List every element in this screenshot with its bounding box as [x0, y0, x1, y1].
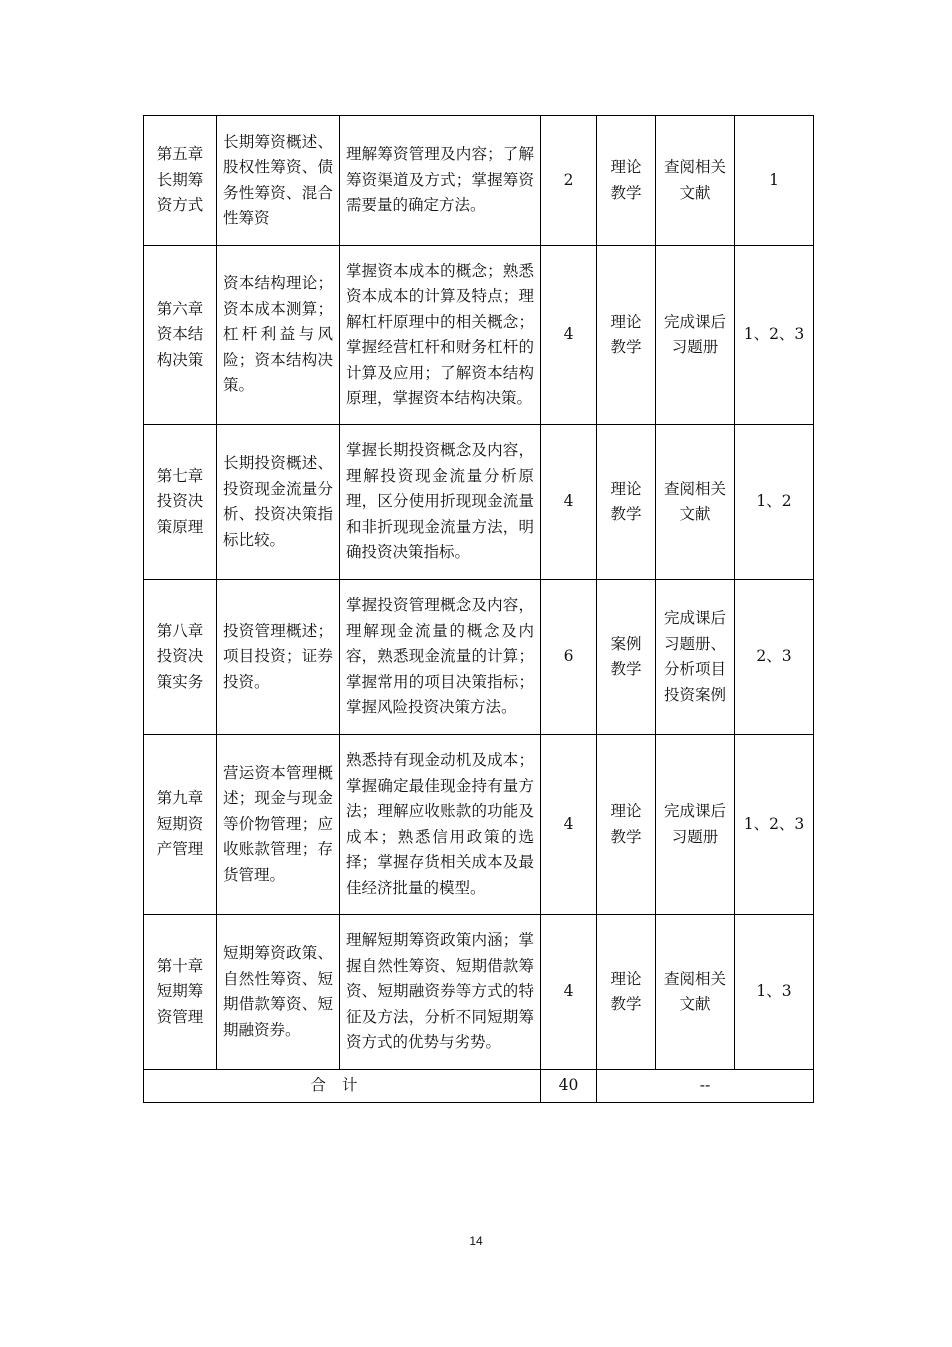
course-goals-cell: 1、3	[735, 915, 814, 1070]
chapter-cell: 第五章长期筹资方式	[144, 116, 217, 246]
table-row	[144, 735, 814, 915]
course-goals-cell: 1、2、3	[735, 735, 814, 915]
requirements-cell: 掌握投资管理概念及内容，理解现金流量的概念及内容，熟悉现金流量的计算；掌握常用的项目决策指标；掌握风险投资决策方法。	[340, 580, 541, 735]
assignment-cell: 完成课后习题册	[656, 246, 735, 425]
topics-cell: 投资管理概述；项目投资；证券投资。	[217, 580, 340, 735]
course-goals-cell: 1、2	[735, 425, 814, 580]
requirements-cell: 掌握资本成本的概念；熟悉资本成本的计算及特点；理解杠杆原理中的相关概念；掌握经营杠杆和财务杠杆的计算及应用；了解资本结构原理，掌握资本结构决策。	[340, 246, 541, 425]
table-row	[144, 116, 814, 246]
table-row	[144, 425, 814, 580]
hours-cell: 4	[541, 735, 597, 915]
syllabus-table-wrapper	[143, 115, 814, 1103]
page-number: 14	[469, 1234, 483, 1248]
chapter-cell: 第六章资本结构决策	[144, 246, 217, 425]
assignment-cell: 完成课后习题册	[656, 735, 735, 915]
assignment-cell: 查阅相关文献	[656, 116, 735, 246]
chapter-cell: 第十章短期筹资管理	[144, 915, 217, 1070]
teaching-method-cell: 理论教学	[597, 735, 656, 915]
total-placeholder: --	[597, 1070, 814, 1103]
topics-cell: 营运资本管理概述；现金与现金等价物管理；应收账款管理；存货管理。	[217, 735, 340, 915]
requirements-cell: 熟悉持有现金动机及成本；掌握确定最佳现金持有量方法；理解应收账款的功能及成本；熟悉信用政策的选择；掌握存货相关成本及最佳经济批量的模型。	[340, 735, 541, 915]
topics-cell: 资本结构理论；资本成本测算；杠杆利益与风险；资本结构决策。	[217, 246, 340, 425]
table-row	[144, 580, 814, 735]
table-row	[144, 246, 814, 425]
total-label: 合计	[144, 1070, 541, 1103]
teaching-method-cell: 理论教学	[597, 425, 656, 580]
requirements-cell: 掌握长期投资概念及内容，理解投资现金流量分析原理，区分使用折现现金流量和非折现现金流量方法，明确投资决策指标。	[340, 425, 541, 580]
chapter-cell: 第九章短期资产管理	[144, 735, 217, 915]
topics-cell: 短期筹资政策、自然性筹资、短期借款筹资、短期融资券。	[217, 915, 340, 1070]
hours-cell: 4	[541, 425, 597, 580]
hours-cell: 4	[541, 915, 597, 1070]
total-row	[144, 1070, 814, 1103]
teaching-method-cell: 理论教学	[597, 246, 656, 425]
teaching-method-cell: 理论教学	[597, 915, 656, 1070]
hours-cell: 2	[541, 116, 597, 246]
hours-cell: 6	[541, 580, 597, 735]
requirements-cell: 理解筹资管理及内容；了解筹资渠道及方式；掌握筹资需要量的确定方法。	[340, 116, 541, 246]
course-goals-cell: 1	[735, 116, 814, 246]
total-hours: 40	[541, 1070, 597, 1103]
chapter-cell: 第七章投资决策原理	[144, 425, 217, 580]
assignment-cell: 查阅相关文献	[656, 915, 735, 1070]
hours-cell: 4	[541, 246, 597, 425]
course-goals-cell: 2、3	[735, 580, 814, 735]
course-goals-cell: 1、2、3	[735, 246, 814, 425]
table-row	[144, 915, 814, 1070]
syllabus-table	[143, 115, 814, 1103]
topics-cell: 长期筹资概述、股权性筹资、债务性筹资、混合性筹资	[217, 116, 340, 246]
assignment-cell: 查阅相关文献	[656, 425, 735, 580]
teaching-method-cell: 理论教学	[597, 116, 656, 246]
assignment-cell: 完成课后习题册、分析项目投资案例	[656, 580, 735, 735]
requirements-cell: 理解短期筹资政策内涵；掌握自然性筹资、短期借款筹资、短期融资券等方式的特征及方法，分析不同短期筹资方式的优势与劣势。	[340, 915, 541, 1070]
topics-cell: 长期投资概述、投资现金流量分析、投资决策指标比较。	[217, 425, 340, 580]
chapter-cell: 第八章投资决策实务	[144, 580, 217, 735]
teaching-method-cell: 案例教学	[597, 580, 656, 735]
